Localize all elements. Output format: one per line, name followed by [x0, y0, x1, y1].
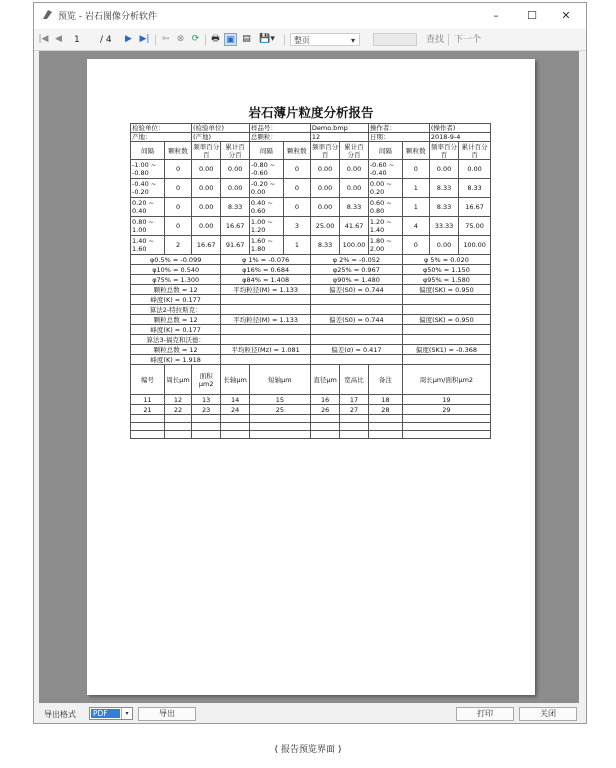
info-cell: 产地： — [131, 133, 192, 142]
empty-cell — [221, 423, 250, 431]
phi-cell: φ25% = 0.967 — [310, 265, 402, 275]
stats-row — [131, 315, 491, 325]
table-cell: -0.20 ~ 0.00 — [249, 179, 283, 198]
search-input[interactable] — [373, 33, 417, 46]
column-header: 宽高比 — [340, 365, 369, 395]
stat-cell: 峰度(K) = 0.177 — [131, 325, 221, 335]
stat-cell: 偏度(SK) = 0.950 — [402, 315, 490, 325]
table-cell: 0.00 — [192, 179, 221, 198]
table-cell: -0.60 ~ -0.40 — [368, 160, 402, 179]
empty-cell — [310, 295, 402, 305]
info-cell: 2018-9-4 — [429, 133, 490, 142]
stat-cell: 偏度(SK1) = -0.368 — [402, 345, 490, 355]
column-header: 频率百分百 — [312, 142, 339, 159]
zoom-value: 整页 — [294, 36, 310, 45]
phi-row — [131, 265, 491, 275]
particle-header-row — [131, 365, 491, 395]
column-header: 频率百分百 — [193, 142, 220, 159]
table-cell: 16.67 — [192, 236, 221, 255]
table-cell: 0.00 — [192, 217, 221, 236]
zoom-select[interactable] — [290, 33, 360, 46]
empty-cell — [402, 431, 490, 439]
figure-caption: ( 报告预览界面 ) — [274, 745, 342, 755]
table-cell: 41.67 — [340, 217, 369, 236]
column-header: 颗粒数 — [402, 142, 429, 160]
info-row — [131, 124, 491, 133]
particle-row — [131, 405, 491, 415]
table-cell: 0 — [402, 236, 429, 255]
table-cell: -0.80 ~ -0.60 — [249, 160, 283, 179]
empty-cell — [310, 415, 339, 423]
info-cell: 总颗粒： — [249, 133, 310, 142]
stat-cell: 峰度(K) = 0.177 — [131, 295, 221, 305]
phi-row — [131, 275, 491, 285]
empty-cell — [165, 423, 192, 431]
empty-cell — [221, 415, 250, 423]
find-button[interactable]: 查找 — [426, 35, 445, 45]
table-cell: 0.80 ~ 1.00 — [131, 217, 165, 236]
info-cell: 检验单位： — [131, 124, 192, 133]
table-cell: 100.00 — [340, 236, 369, 255]
table-cell: 16 — [310, 395, 339, 405]
chevron-down-icon: ▾ — [350, 36, 355, 45]
preview-window — [33, 2, 587, 724]
table-cell: 8.33 — [221, 198, 250, 217]
table-cell: 3 — [283, 217, 310, 236]
empty-cell — [402, 415, 490, 423]
stat-cell: 峰度(K) = 1.918 — [131, 355, 221, 365]
table-cell: 22 — [165, 405, 192, 415]
kurtosis-row — [131, 355, 491, 365]
phi-cell: φ10% = 0.540 — [131, 265, 221, 275]
table-cell: 16.67 — [221, 217, 250, 236]
close-button[interactable]: 关闭 — [519, 707, 577, 721]
table-cell: 28 — [368, 405, 402, 415]
table-row — [131, 236, 491, 255]
app-icon — [42, 9, 53, 20]
empty-cell — [368, 431, 402, 439]
column-header: 编号 — [131, 365, 165, 395]
table-cell: -0.40 ~ -0.20 — [131, 179, 165, 198]
chevron-down-icon: ▾ — [121, 708, 132, 719]
empty-cell — [402, 295, 490, 305]
table-cell: 18 — [368, 395, 402, 405]
table-cell: 27 — [340, 405, 369, 415]
empty-row — [131, 415, 491, 423]
method-title-row — [131, 305, 491, 315]
preview-area[interactable] — [39, 51, 579, 703]
table-cell: 26 — [310, 405, 339, 415]
empty-cell — [165, 431, 192, 439]
table-cell: 0 — [283, 179, 310, 198]
table-cell: 12 — [165, 395, 192, 405]
empty-cell — [368, 415, 402, 423]
info-cell: 样品号： — [249, 124, 310, 133]
minimize-button[interactable]: – — [493, 9, 499, 22]
empty-cell — [310, 305, 402, 315]
table-cell: 0 — [165, 198, 192, 217]
column-header: 直径μm — [310, 365, 339, 395]
empty-cell — [221, 431, 250, 439]
column-header: 周长μm/面积μm2 — [402, 365, 490, 395]
toolbar-separator — [448, 34, 449, 46]
table-cell: 0.00 — [340, 179, 369, 198]
table-cell: 0.00 ~ 0.20 — [368, 179, 402, 198]
find-next-button[interactable]: 下一个 — [454, 35, 482, 45]
empty-row — [131, 423, 491, 431]
first-page-icon[interactable]: |◀ — [38, 34, 49, 44]
stat-cell: 平均粒径(Mz) = 1.081 — [221, 345, 311, 355]
stat-cell: 算法2-特拉斯克： — [131, 305, 221, 315]
table-cell: 100.00 — [459, 236, 491, 255]
phi-cell: φ50% = 1.150 — [402, 265, 490, 275]
table-cell: 25 — [249, 405, 310, 415]
table-cell: 1 — [402, 198, 429, 217]
maximize-button[interactable]: ☐ — [527, 9, 537, 22]
table-cell: 0 — [402, 160, 429, 179]
column-header: 间隔 — [131, 142, 165, 160]
empty-cell — [368, 423, 402, 431]
layout-icon[interactable]: ▣ — [224, 33, 237, 46]
empty-cell — [310, 335, 402, 345]
empty-cell — [192, 423, 221, 431]
empty-cell — [131, 423, 165, 431]
phi-cell: φ 1% = -0.076 — [221, 255, 311, 265]
table-cell: 8.33 — [340, 198, 369, 217]
table-cell: 23 — [192, 405, 221, 415]
table-cell: 4 — [402, 217, 429, 236]
empty-cell — [192, 431, 221, 439]
stat-cell: 算法3-福克和沃德： — [131, 335, 221, 345]
table-cell: 0.00 — [340, 160, 369, 179]
info-row — [131, 133, 491, 142]
close-window-button[interactable]: ✕ — [561, 9, 571, 22]
table-cell: 1.40 ~ 1.60 — [131, 236, 165, 255]
toolbar-separator — [205, 34, 206, 46]
phi-cell: φ90% = 1.480 — [310, 275, 402, 285]
empty-cell — [221, 325, 311, 335]
page-setup-icon[interactable]: ▤ — [242, 34, 251, 44]
stat-cell: 平均粒径(M) = 1.133 — [221, 315, 311, 325]
table-cell: 0.00 — [310, 198, 339, 217]
stat-cell: 颗粒总数 = 12 — [131, 345, 221, 355]
info-cell: (检验单位) — [192, 124, 250, 133]
info-cell: Demo.bmp — [310, 124, 368, 133]
phi-cell: φ75% = 1.300 — [131, 275, 221, 285]
column-header: 面积μm2 — [192, 365, 221, 395]
table-cell: 0 — [283, 198, 310, 217]
table-cell: 0.00 — [429, 236, 458, 255]
table-cell: 0.00 — [221, 179, 250, 198]
table-cell: 13 — [192, 395, 221, 405]
table-cell: 1.00 ~ 1.20 — [249, 217, 283, 236]
empty-row — [131, 431, 491, 439]
table-cell: 24 — [221, 405, 250, 415]
table-cell: 0 — [283, 160, 310, 179]
empty-cell — [249, 423, 310, 431]
column-header: 间隔 — [368, 142, 402, 160]
title-bar — [34, 3, 586, 29]
info-cell: 操作者： — [368, 124, 429, 133]
next-page-icon[interactable]: ▶ — [125, 34, 132, 44]
table-cell: 29 — [402, 405, 490, 415]
table-cell: 1 — [283, 236, 310, 255]
empty-cell — [192, 415, 221, 423]
info-cell: 12 — [310, 133, 368, 142]
empty-cell — [402, 423, 490, 431]
empty-cell — [310, 355, 402, 365]
table-row — [131, 217, 491, 236]
export-format-value: PDF — [91, 709, 120, 718]
phi-cell: φ 2% = -0.052 — [310, 255, 402, 265]
stat-cell: 偏度(SK) = 0.950 — [402, 285, 490, 295]
table-row — [131, 160, 491, 179]
table-cell: 8.33 — [310, 236, 339, 255]
prev-page-icon[interactable]: ◀ — [55, 34, 62, 44]
export-button[interactable]: 导出 — [138, 707, 196, 721]
table-cell: 0.00 — [310, 160, 339, 179]
table-cell: 0.00 — [429, 160, 458, 179]
phi-cell: φ 5% = 0.020 — [402, 255, 490, 265]
empty-cell — [221, 305, 311, 315]
last-page-icon[interactable]: ▶| — [139, 34, 150, 44]
table-cell: 0.00 — [192, 160, 221, 179]
report-table — [130, 123, 491, 439]
stat-cell: 偏差(σ) = 0.417 — [310, 345, 402, 355]
refresh-icon[interactable]: ⟳ — [191, 34, 200, 44]
empty-cell — [131, 431, 165, 439]
table-cell: 1.80 ~ 2.00 — [368, 236, 402, 255]
table-cell: 17 — [340, 395, 369, 405]
empty-cell — [402, 335, 490, 345]
table-cell: 0 — [165, 160, 192, 179]
table-cell: 2 — [165, 236, 192, 255]
method-title-row — [131, 335, 491, 345]
back-icon[interactable]: ⇦ — [161, 34, 170, 44]
column-header: 周长μm — [165, 365, 192, 395]
empty-cell — [131, 415, 165, 423]
table-cell: 1.20 ~ 1.40 — [368, 217, 402, 236]
table-cell: 0.40 ~ 0.60 — [249, 198, 283, 217]
stats-row — [131, 345, 491, 355]
table-cell: 75.00 — [459, 217, 491, 236]
page-total: / 4 — [100, 35, 112, 45]
table-cell: 15 — [249, 395, 310, 405]
page-number[interactable]: 1 — [74, 35, 80, 45]
table-cell: 0.00 — [459, 160, 491, 179]
table-cell: 0 — [165, 217, 192, 236]
empty-cell — [402, 355, 490, 365]
table-cell: -1.00 ~ -0.80 — [131, 160, 165, 179]
phi-cell: φ16% = 0.684 — [221, 265, 311, 275]
kurtosis-row — [131, 325, 491, 335]
report-page — [87, 59, 535, 695]
bottom-bar — [34, 704, 586, 723]
table-cell: 11 — [131, 395, 165, 405]
stat-cell: 平均粒径(M) = 1.133 — [221, 285, 311, 295]
table-cell: 0.00 — [310, 179, 339, 198]
table-cell: 0.00 — [221, 160, 250, 179]
stat-cell: 颗粒总数 = 12 — [131, 285, 221, 295]
column-header: 备注 — [368, 365, 402, 395]
table-cell: 33.33 — [429, 217, 458, 236]
table-cell: 1.60 ~ 1.80 — [249, 236, 283, 255]
column-header: 累计百分百 — [340, 142, 369, 160]
table-cell: 14 — [221, 395, 250, 405]
table-row — [131, 198, 491, 217]
particle-row — [131, 395, 491, 405]
table-cell: 16.67 — [459, 198, 491, 217]
empty-cell — [221, 335, 311, 345]
column-header: 颗粒数 — [165, 142, 192, 160]
table-cell: 0.20 ~ 0.40 — [131, 198, 165, 217]
empty-cell — [402, 305, 490, 315]
empty-cell — [340, 415, 369, 423]
phi-cell: φ95% = 1.580 — [402, 275, 490, 285]
export-format-select[interactable] — [89, 707, 133, 720]
empty-cell — [310, 325, 402, 335]
info-cell: 日期： — [368, 133, 429, 142]
table-cell: 19 — [402, 395, 490, 405]
table-cell: 1 — [402, 179, 429, 198]
empty-cell — [310, 423, 339, 431]
kurtosis-row — [131, 295, 491, 305]
stats-row — [131, 285, 491, 295]
empty-cell — [310, 431, 339, 439]
table-cell: 8.33 — [459, 179, 491, 198]
column-header: 短轴μm — [249, 365, 310, 395]
table-cell: 25.00 — [310, 217, 339, 236]
empty-cell — [402, 325, 490, 335]
toolbar-separator — [155, 34, 156, 46]
empty-cell — [340, 431, 369, 439]
toolbar — [34, 30, 586, 51]
stop-icon[interactable]: ⊗ — [176, 34, 185, 44]
header-row — [131, 142, 491, 160]
phi-row — [131, 255, 491, 265]
report-title: 岩石薄片粒度分析报告 — [248, 105, 374, 120]
phi-cell: φ84% = 1.408 — [221, 275, 311, 285]
info-cell: (操作者) — [429, 124, 490, 133]
column-header: 累计百分百 — [459, 142, 491, 160]
empty-cell — [221, 355, 311, 365]
stat-cell: 偏差(S0) = 0.744 — [310, 285, 402, 295]
empty-cell — [221, 295, 311, 305]
table-cell: 91.67 — [221, 236, 250, 255]
stat-cell: 颗粒总数 = 12 — [131, 315, 221, 325]
empty-cell — [249, 431, 310, 439]
table-cell: 21 — [131, 405, 165, 415]
column-header: 间隔 — [249, 142, 283, 160]
table-cell: 0.60 ~ 0.80 — [368, 198, 402, 217]
window-title: 预览 - 岩石图像分析软件 — [58, 12, 157, 22]
export-icon[interactable]: 💾▾ — [259, 34, 275, 44]
table-row — [131, 179, 491, 198]
empty-cell — [340, 423, 369, 431]
print-button[interactable]: 打印 — [456, 707, 514, 721]
empty-cell — [249, 415, 310, 423]
table-cell: 8.33 — [429, 179, 458, 198]
table-cell: 0.00 — [192, 198, 221, 217]
export-format-label: 导出格式 — [44, 710, 76, 719]
print-icon[interactable]: 🖶 — [211, 34, 220, 44]
column-header: 长轴μm — [221, 365, 250, 395]
stat-cell: 偏差(S0) = 0.744 — [310, 315, 402, 325]
phi-cell: φ0.5% = -0.099 — [131, 255, 221, 265]
empty-cell — [165, 415, 192, 423]
column-header: 颗粒数 — [283, 142, 310, 160]
column-header: 频率百分百 — [431, 142, 457, 159]
column-header: 累计百分百 — [221, 142, 250, 160]
toolbar-separator — [284, 34, 285, 46]
info-cell: (产地) — [192, 133, 250, 142]
table-cell: 0 — [165, 179, 192, 198]
table-cell: 8.33 — [429, 198, 458, 217]
